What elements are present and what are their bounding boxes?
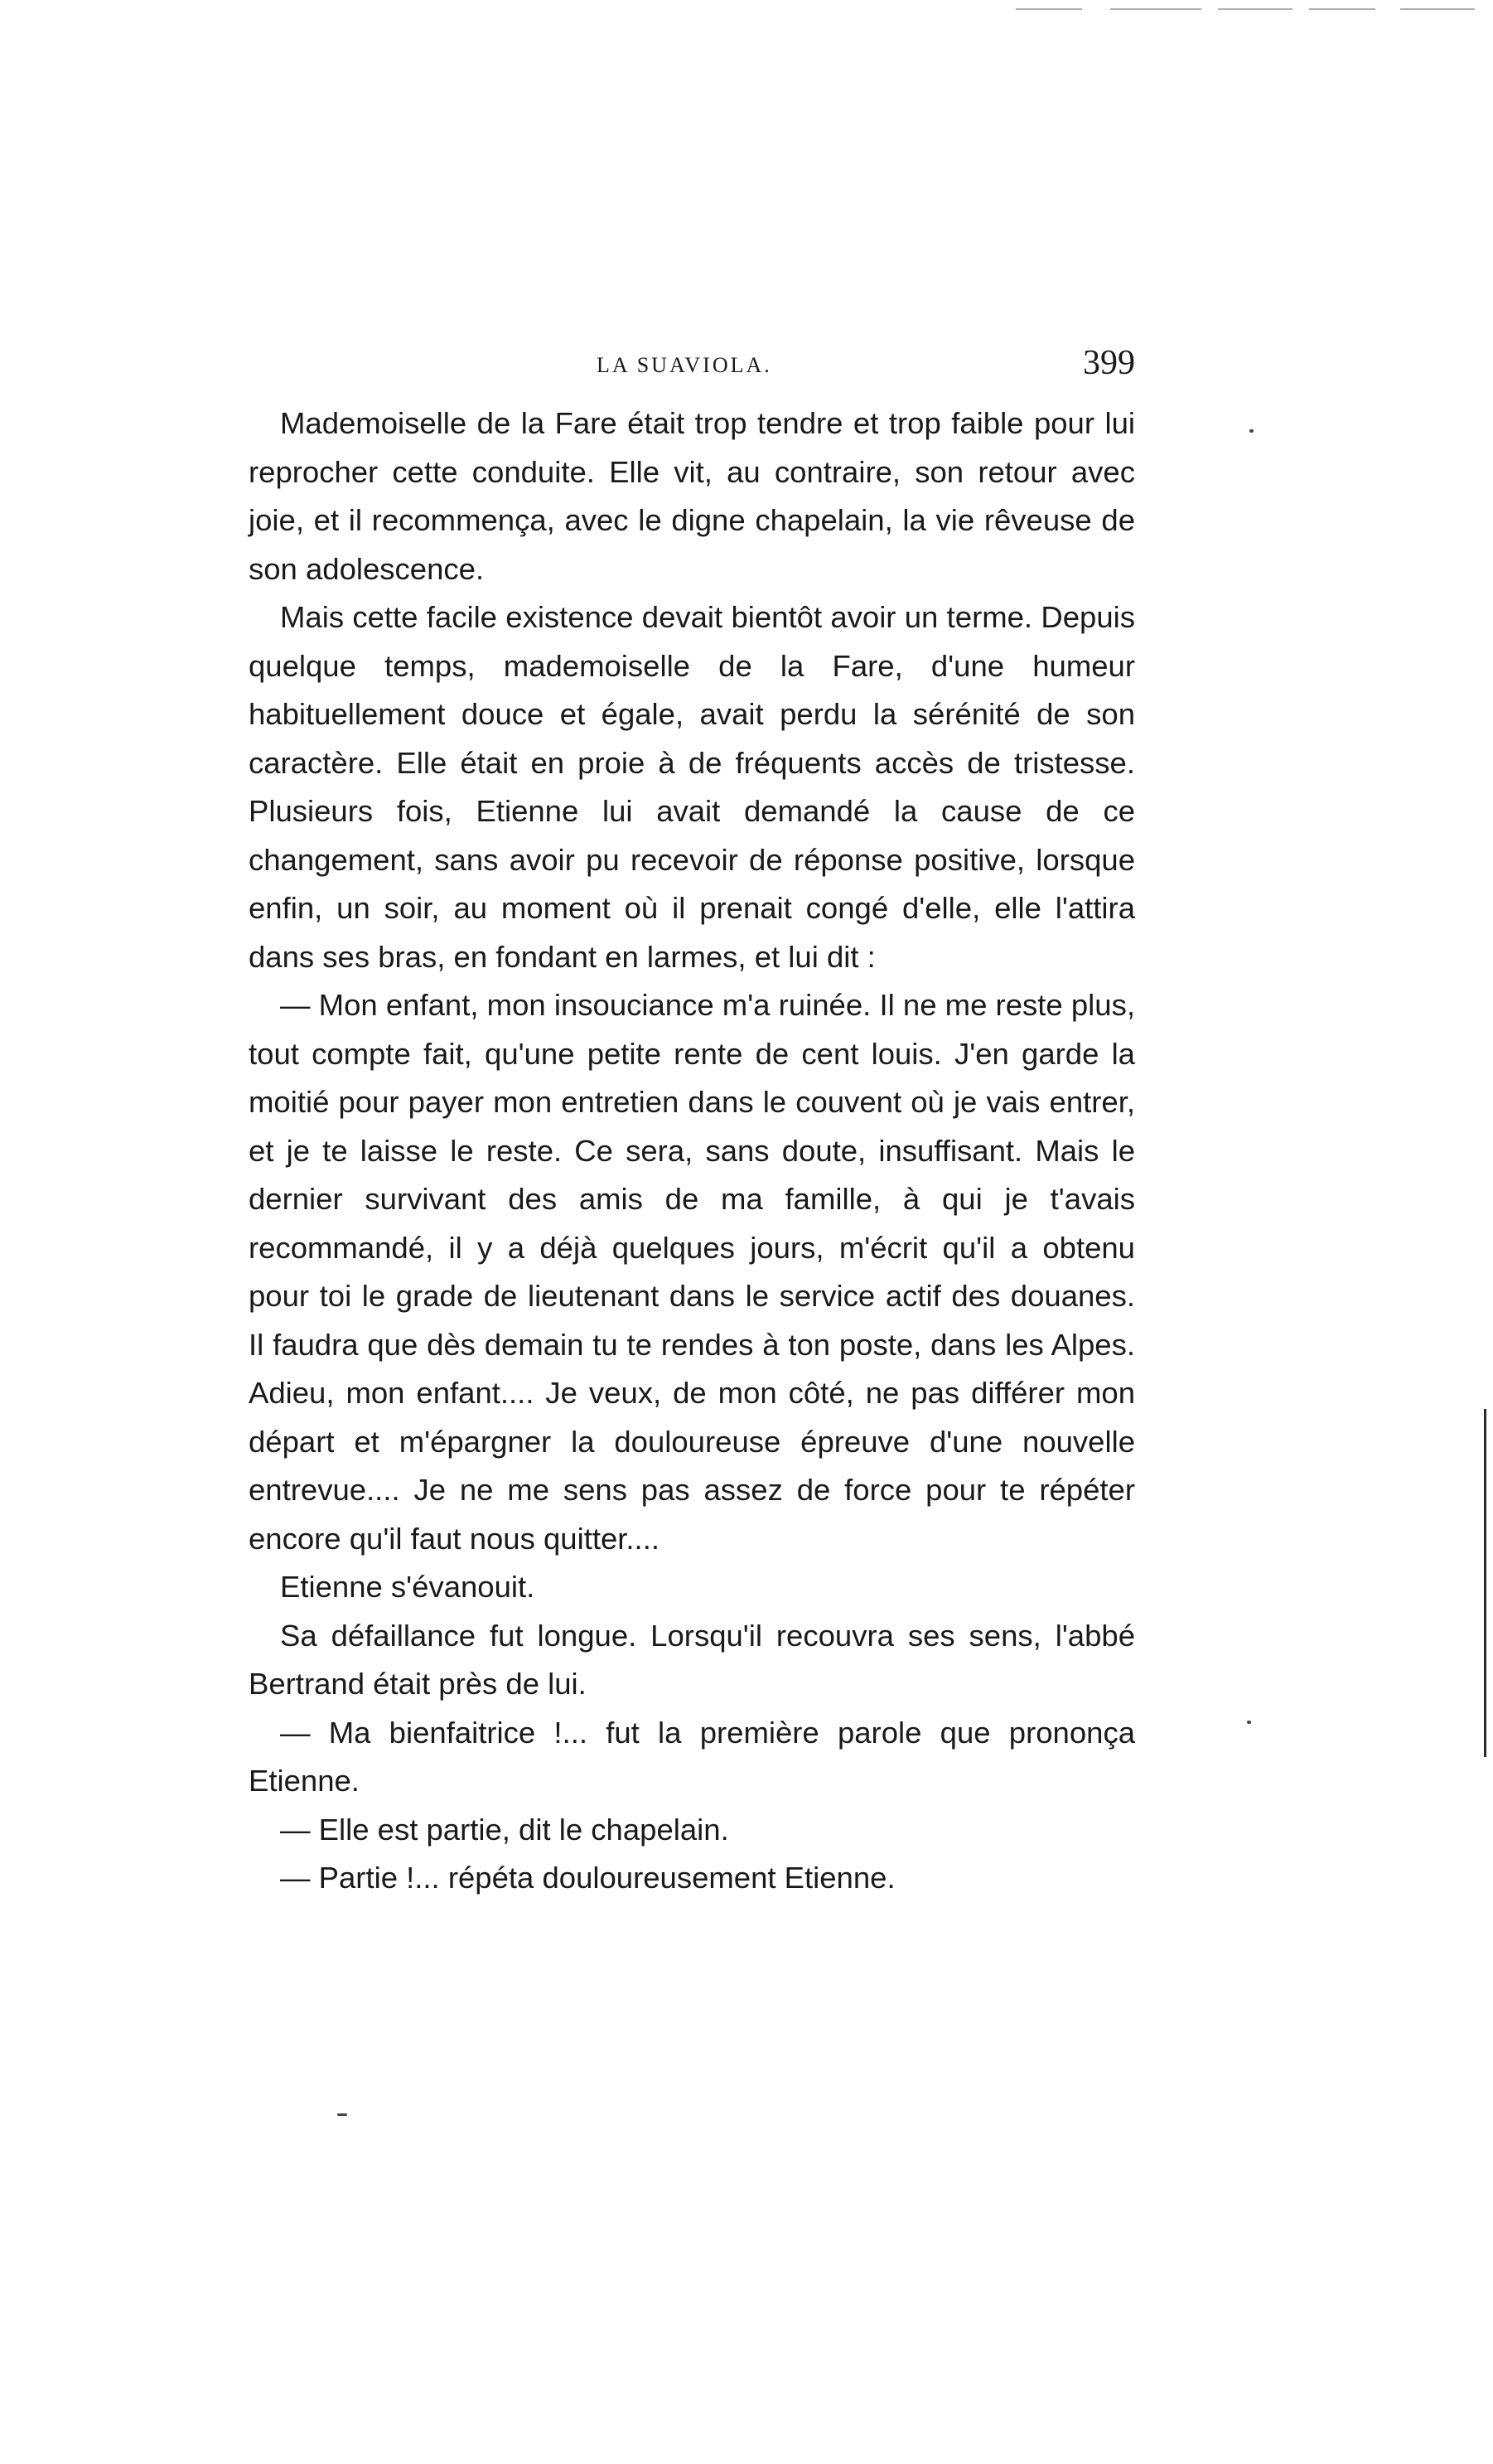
paragraph-8: — Partie !... répéta douloureusement Etienne. (280, 1861, 896, 1895)
page-number: 399 (1083, 344, 1135, 382)
paragraph-5: Sa défaillance fut longue. Lorsqu'il recouvra ses sens, l'abbé Bertrand était près de lui. (249, 1618, 1135, 1701)
running-title: LA SUAVIOLA. (597, 353, 772, 377)
paragraph-1: Mademoiselle de la Fare était trop tendre et trop faible pour lui reprocher cette conduite. Elle vit, au contraire, son retour avec joie, et il recommença, avec le digne chapelain, la vie rêveuse de son adolescence. (249, 406, 1135, 586)
page-edge-mark (1484, 1409, 1486, 1757)
top-edge-rule-3 (1218, 8, 1292, 10)
top-edge-rule-1 (1016, 8, 1082, 10)
running-head (249, 343, 1135, 385)
text-block (249, 399, 1135, 1903)
scan-speck-3 (337, 2113, 347, 2116)
top-edge-rule-4 (1309, 8, 1375, 10)
top-edge-rule-2 (1110, 8, 1201, 10)
scan-speck-2 (1247, 1721, 1251, 1724)
paragraph-2: Mais cette facile existence devait bientôt avoir un terme. Depuis quelque temps, mademoiselle de la Fare, d'une humeur habituellement douce et égale, avait perdu la sérénité de son caractère. Elle était en proie à de fréquents accès de tristesse. Plusieurs fois, Etienne lui avait demandé la cause de ce changement, sans avoir pu recevoir de réponse positive, lorsque enfin, un soir, au moment où il prenait congé d'elle, elle l'attira dans ses bras, en fondant en larmes, et lui dit : (249, 600, 1135, 974)
scan-speck-1 (1249, 429, 1254, 433)
top-edge-rule-5 (1400, 8, 1475, 10)
paragraph-7: — Elle est partie, dit le chapelain. (280, 1812, 729, 1847)
paragraph-3: — Mon enfant, mon insouciance m'a ruinée. Il ne me reste plus, tout compte fait, qu'une petite rente de cent louis. J'en garde la moitié pour payer mon entretien dans le couvent où je vais entrer, et je te laisse le reste. Ce sera, sans doute, insuffisant. Mais le dernier survivant des amis de ma famille, à qui je t'avais recommandé, il y a déjà quelques jours, m'écrit qu'il a obtenu pour toi le grade de lieutenant dans le service actif des douanes. Il faudra que dès demain tu te rendes à ton poste, dans les Alpes. Adieu, mon enfant.... Je veux, de mon côté, ne pas différer mon départ et m'épargner la douloureuse épreuve d'une nouvelle entrevue.... Je ne me sens pas assez de force pour te répéter encore qu'il faut nous quitter.... (249, 988, 1135, 1556)
paragraph-4: Etienne s'évanouit. (280, 1570, 535, 1604)
paragraph-6: — Ma bienfaitrice !... fut la première parole que prononça Etienne. (249, 1715, 1135, 1798)
